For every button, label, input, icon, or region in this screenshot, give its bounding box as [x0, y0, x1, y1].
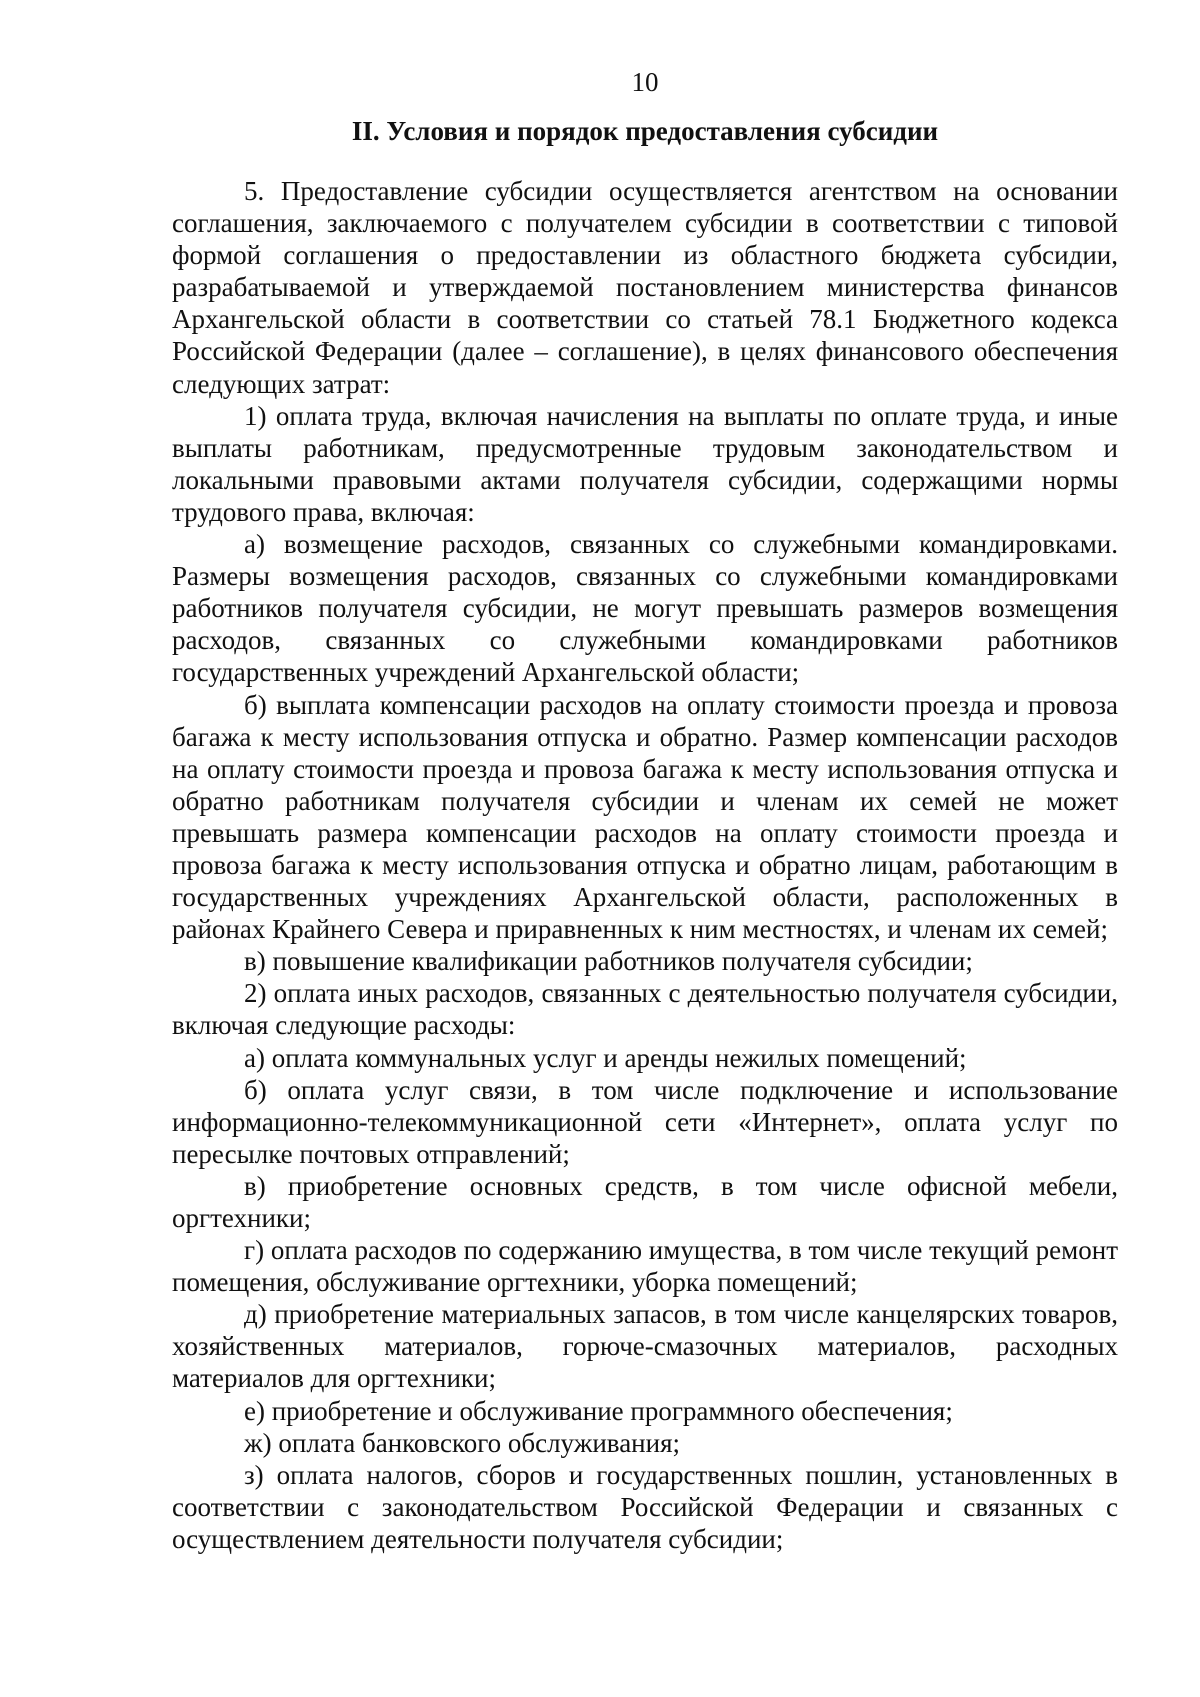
document-body [172, 175, 1118, 1555]
paragraph-subitem-2b: б) оплата услуг связи, в том числе подключение и использование информационно-телекоммуникационной сети «Интернет», оплата услуг по пересылке почтовых отправлений; [172, 1074, 1118, 1169]
paragraph-subitem-2zh: ж) оплата банковского обслуживания; [244, 1427, 680, 1458]
paragraph-subitem-1a: а) возмещение расходов, связанных со служебными командировками. Размеры возмещения расходов, связанных со служебными командировками работников получателя субсидии, не могут превышать размеров возмещения расходов, связанных со служебными командировками работников государственных учреждений Архангельской области; [172, 529, 1118, 688]
paragraph-subitem-2v: в) приобретение основных средств, в том числе офисной мебели, оргтехники; [172, 1170, 1118, 1233]
page-number: 10 [631, 67, 659, 97]
paragraph-subitem-2: 2) оплата иных расходов, связанных с деятельностью получателя субсидии, включая следующие расходы: [172, 978, 1118, 1041]
paragraph-subitem-2d: д) приобретение материальных запасов, в том числе канцелярских товаров, хозяйственных материалов, горюче-смазочных материалов, расходных материалов для оргтехники; [172, 1299, 1118, 1394]
paragraph-subitem-2e: е) приобретение и обслуживание программного обеспечения; [244, 1395, 953, 1426]
paragraph-subitem-2a: а) оплата коммунальных услуг и аренды нежилых помещений; [244, 1042, 967, 1073]
paragraph-subitem-2z: з) оплата налогов, сборов и государственных пошлин, установленных в соответствии с законодательством Российской Федерации и связанных с осуществлением деятельности получателя субсидии; [172, 1459, 1118, 1554]
section-title: II. Условия и порядок предоставления субсидии [351, 116, 939, 146]
paragraph-subitem-1v: в) повышение квалификации работников получателя субсидии; [244, 946, 973, 977]
paragraph-subitem-1b: б) выплата компенсации расходов на оплату стоимости проезда и провоза багажа к месту использования отпуска и обратно. Размер компенсации расходов на оплату стоимости проезда и провоза багажа к месту использования отпуска и обратно работникам получателя субсидии и членам их семей не может превышать размера компенсации расходов на оплату стоимости проезда и провоза багажа к месту использования отпуска и обратно лицам, работающим в государственных учреждениях Архангельской области, расположенных в районах Крайнего Севера и приравненных к ним местностях, и членам их семей; [172, 689, 1118, 945]
paragraph-subitem-1: 1) оплата труда, включая начисления на выплаты по оплате труда, и иные выплаты работникам, предусмотренные трудовым законодательством и локальными правовыми актами получателя субсидии, содержащими нормы трудового права, включая: [172, 400, 1118, 527]
paragraph-item-5: 5. Предоставление субсидии осуществляется агентством на основании соглашения, заключаемого с получателем субсидии в соответствии с типовой формой соглашения о предоставлении из областного бюджета субсидии, разрабатываемой и утверждаемой постановлением министерства финансов Архангельской области в соответствии со статьей 78.1 Бюджетного кодекса Российской Федерации (далее – соглашение), в целях финансового обеспечения следующих затрат: [172, 176, 1118, 399]
paragraph-subitem-2g: г) оплата расходов по содержанию имущества, в том числе текущий ремонт помещения, обслуживание оргтехники, уборка помещений; [172, 1235, 1118, 1298]
